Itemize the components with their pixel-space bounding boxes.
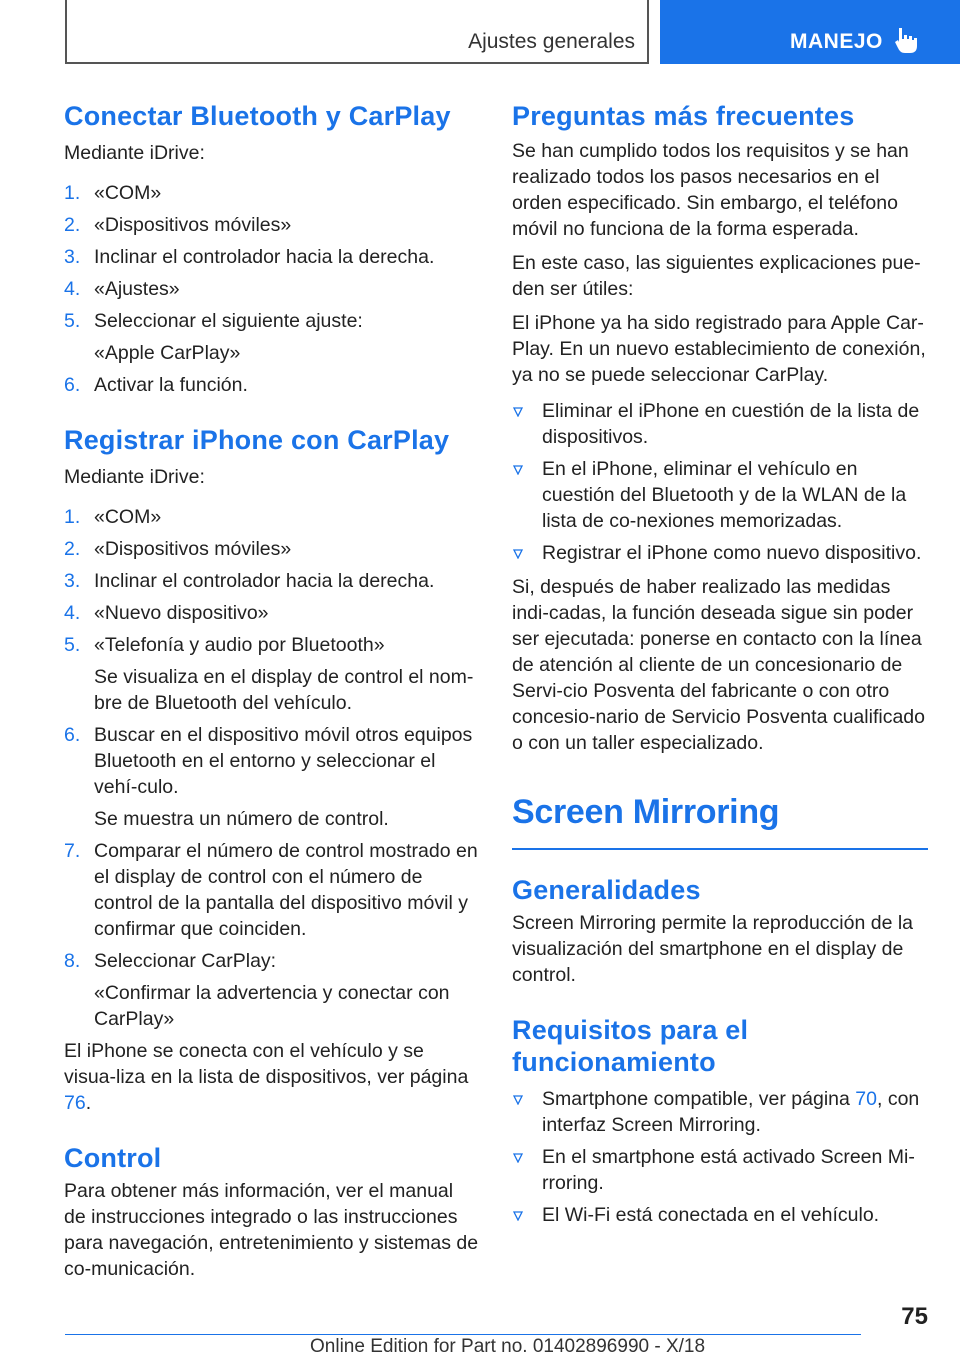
list-item: 7. Comparar el número de control mostrado en el display de control con el número de control de la pantalla del dispositivo móvil y confirmar que coinciden.	[64, 840, 478, 940]
list-item: 4. «Ajustes»	[64, 278, 180, 300]
section-title-register: Registrar iPhone con CarPlay	[64, 425, 450, 455]
triangle-bullet-icon	[513, 1153, 523, 1163]
header-section-tab	[65, 0, 649, 64]
list-item: 5. «Telefonía y audio por Bluetooth»	[64, 634, 385, 656]
connect-steps-cont	[64, 372, 480, 398]
requirements-bullets	[512, 1086, 928, 1228]
triangle-bullet-icon	[513, 549, 523, 559]
list-item: 2. «Dispositivos móviles»	[64, 538, 292, 560]
register-step6-detail: Se muestra un número de control.	[94, 808, 389, 830]
faq-bullets	[512, 398, 928, 566]
footer-divider	[65, 1334, 861, 1335]
list-item: 6. Activar la función.	[64, 374, 248, 396]
list-item: 3. Inclinar el controlador hacia la derecha.	[64, 570, 435, 592]
right-column	[512, 100, 928, 1228]
list-item: 1. «COM»	[64, 506, 162, 528]
faq-p4: Si, después de haber realizado las medidas indi-cadas, la función deseada sigue sin poder ser ejecutada: ponerse en contacto con la línea de atención al cliente de un concesionario de Servi-cio Posventa del fabricante o con otro concesio-nario de Servicio Posventa cualificado o con un taller especializado.	[512, 576, 925, 754]
faq-p1: Se han cumplido todos los requisitos y se han realizado todos los pasos necesarios en el orden especificado. Sin embargo, el teléfono móvil no funciona de la forma esperada.	[512, 140, 909, 240]
triangle-bullet-icon	[513, 465, 523, 475]
section-title-mirroring: Screen Mirroring	[512, 793, 780, 831]
register-outro: El iPhone se conecta con el vehículo y se visua-liza en la lista de dispositivos, ver página 76.	[64, 1040, 469, 1114]
section-title-requirements: Requisitos para el funcionamiento	[512, 1015, 749, 1077]
triangle-bullet-icon	[513, 407, 523, 417]
list-item: 2. «Dispositivos móviles»	[64, 214, 292, 236]
header-section-title: Ajustes generales	[468, 30, 635, 53]
register-steps-cont	[64, 722, 480, 800]
section-title-connect: Conectar Bluetooth y CarPlay	[64, 101, 451, 131]
list-item: Registrar el iPhone como nuevo dispositivo.	[512, 540, 928, 566]
header-chapter-title: MANEJO	[790, 30, 883, 53]
connect-intro: Mediante iDrive:	[64, 142, 205, 164]
page-link-70[interactable]: 70	[855, 1088, 877, 1110]
triangle-bullet-icon	[513, 1095, 523, 1105]
footer-edition: Online Edition for Part no. 01402896990 - X/18	[310, 1336, 706, 1357]
triangle-bullet-icon	[513, 1211, 523, 1221]
list-item: Eliminar el iPhone en cuestión de la lista de dispositivos.	[512, 398, 928, 450]
connect-steps	[64, 180, 480, 334]
control-body: Para obtener más información, ver el manual de instrucciones integrado o las instrucciones para navegación, entretenimiento y sistemas de co-municación.	[64, 1180, 479, 1280]
register-step5-detail: Se visualiza en el display de control el nom-bre de Bluetooth del vehículo.	[94, 666, 474, 714]
faq-p2: En este caso, las siguientes explicaciones pue-den ser útiles:	[512, 252, 921, 300]
general-body: Screen Mirroring permite la reproducción de la visualización del smartphone en el display de control.	[512, 912, 914, 986]
list-item: 4. «Nuevo dispositivo»	[64, 602, 269, 624]
list-item: 5. Seleccionar el siguiente ajuste:	[64, 310, 363, 332]
list-item: En el smartphone está activado Screen Mi-rroring.	[512, 1144, 928, 1196]
left-column	[64, 100, 480, 1282]
register-intro: Mediante iDrive:	[64, 466, 205, 488]
list-item: El Wi-Fi está conectada en el vehículo.	[512, 1202, 928, 1228]
section-title-general: Generalidades	[512, 875, 701, 905]
header-chapter-tab	[660, 0, 960, 64]
register-steps	[64, 504, 480, 658]
list-item: 1. «COM»	[64, 182, 162, 204]
list-item: 8. Seleccionar CarPlay:	[64, 950, 277, 972]
section-title-faq: Preguntas más frecuentes	[512, 101, 855, 131]
faq-p3: El iPhone ya ha sido registrado para Apple Car-Play. En un nuevo establecimiento de conexión, ya no se puede seleccionar CarPlay.	[512, 312, 926, 386]
list-item: 6. Buscar en el dispositivo móvil otros equipos Bluetooth en el entorno y seleccionar el vehí-culo.	[64, 724, 473, 798]
connect-step5-detail: «Apple CarPlay»	[94, 342, 241, 364]
page-link-76[interactable]: 76	[64, 1092, 86, 1114]
register-step8-detail: «Confirmar la advertencia y conectar con CarPlay»	[94, 982, 450, 1030]
hand-pointer-icon	[894, 26, 920, 54]
register-steps-cont2	[64, 838, 480, 974]
page-number: 75	[901, 1303, 928, 1330]
list-item: 3. Inclinar el controlador hacia la derecha.	[64, 246, 435, 268]
list-item: Smartphone compatible, ver página 70, con interfaz Screen Mirroring.	[512, 1086, 928, 1138]
section-title-control: Control	[64, 1143, 162, 1173]
list-item: En el iPhone, eliminar el vehículo en cuestión del Bluetooth y de la WLAN de la lista de co-nexiones memorizadas.	[512, 456, 928, 534]
